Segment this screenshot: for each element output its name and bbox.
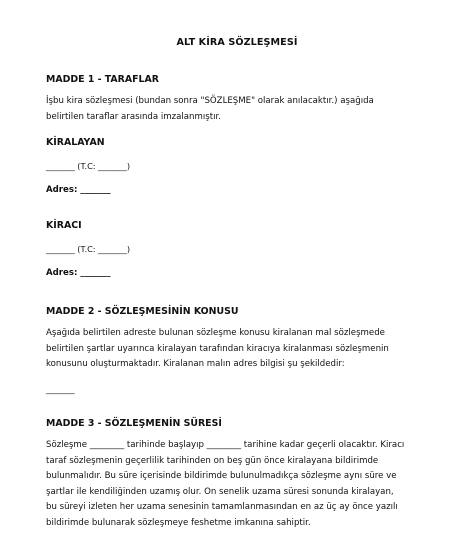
madde-2-line: belirtilen şartlar uyarınca kiralayan tarafından kiracıya kiralanması sözleşmenin bbox=[46, 343, 389, 354]
madde-2-line: Aşağıda belirtilen adreste bulunan sözleşme konusu kiralanan mal sözleşmede bbox=[46, 328, 385, 338]
madde-3-line: şartlar ile kendiliğinden uzamış olur. On senelik uzama süresi sonunda kiralayan, bbox=[46, 486, 394, 497]
kiralayan-address: Adres: _______ bbox=[46, 185, 111, 195]
kiralayan-label: KİRALAYAN bbox=[46, 137, 105, 148]
document-title: ALT KİRA SÖZLEŞMESİ bbox=[176, 37, 298, 48]
madde-1-heading: MADDE 1 - TARAFLAR bbox=[46, 74, 160, 85]
madde-2-address-blank: _______ bbox=[46, 384, 75, 394]
madde-2-line: konusunu oluşturmaktadır. Kiralanan malın adres bilgisi şu şekildedir: bbox=[46, 359, 345, 370]
madde-3-heading: MADDE 3 - SÖZLEŞMENİN SÜRESİ bbox=[46, 418, 222, 429]
madde-3-line: bildirimde bulunarak sözleşmeye feshetme imkanına sahiptir. bbox=[46, 517, 311, 528]
madde-3-line: bu süreyi izleten her uzama senesinin tamamlanmasından en az üç ay önce yazılı bbox=[46, 502, 398, 513]
madde-3-line: taraf sözleşmenin geçerlilik tarihinden on beş gün önce kiralayana bildirimde bbox=[46, 455, 379, 466]
madde-1-intro bbox=[46, 94, 434, 125]
kiraci-id-line: _______ (T.C: _______) bbox=[46, 244, 131, 254]
madde-1-intro-line: belirtilen taraflar arasında imzalanmıştır. bbox=[46, 111, 221, 122]
madde-2-heading: MADDE 2 - SÖZLEŞMESİNİN KONUSU bbox=[46, 306, 239, 317]
madde-1-intro-line: İşbu kira sözleşmesi (bundan sonra "SÖZLEŞME" olarak anılacaktır.) aşağıda bbox=[46, 96, 374, 106]
kiraci-label: KİRACI bbox=[46, 220, 82, 231]
madde-3-line: Sözleşme ________ tarihinde başlayıp ________ tarihine kadar geçerli olacaktır. Kiracı bbox=[46, 440, 405, 450]
madde-3-line: bulunmalıdır. Bu süre içerisinde bildirimde bulunulmadıkça sözleşme aynı süre ve bbox=[46, 471, 397, 482]
kiraci-address: Adres: _______ bbox=[46, 268, 111, 278]
kiralayan-id-line: _______ (T.C: _______) bbox=[46, 161, 131, 171]
madde-3-body bbox=[46, 438, 434, 532]
madde-2-body bbox=[46, 326, 434, 373]
